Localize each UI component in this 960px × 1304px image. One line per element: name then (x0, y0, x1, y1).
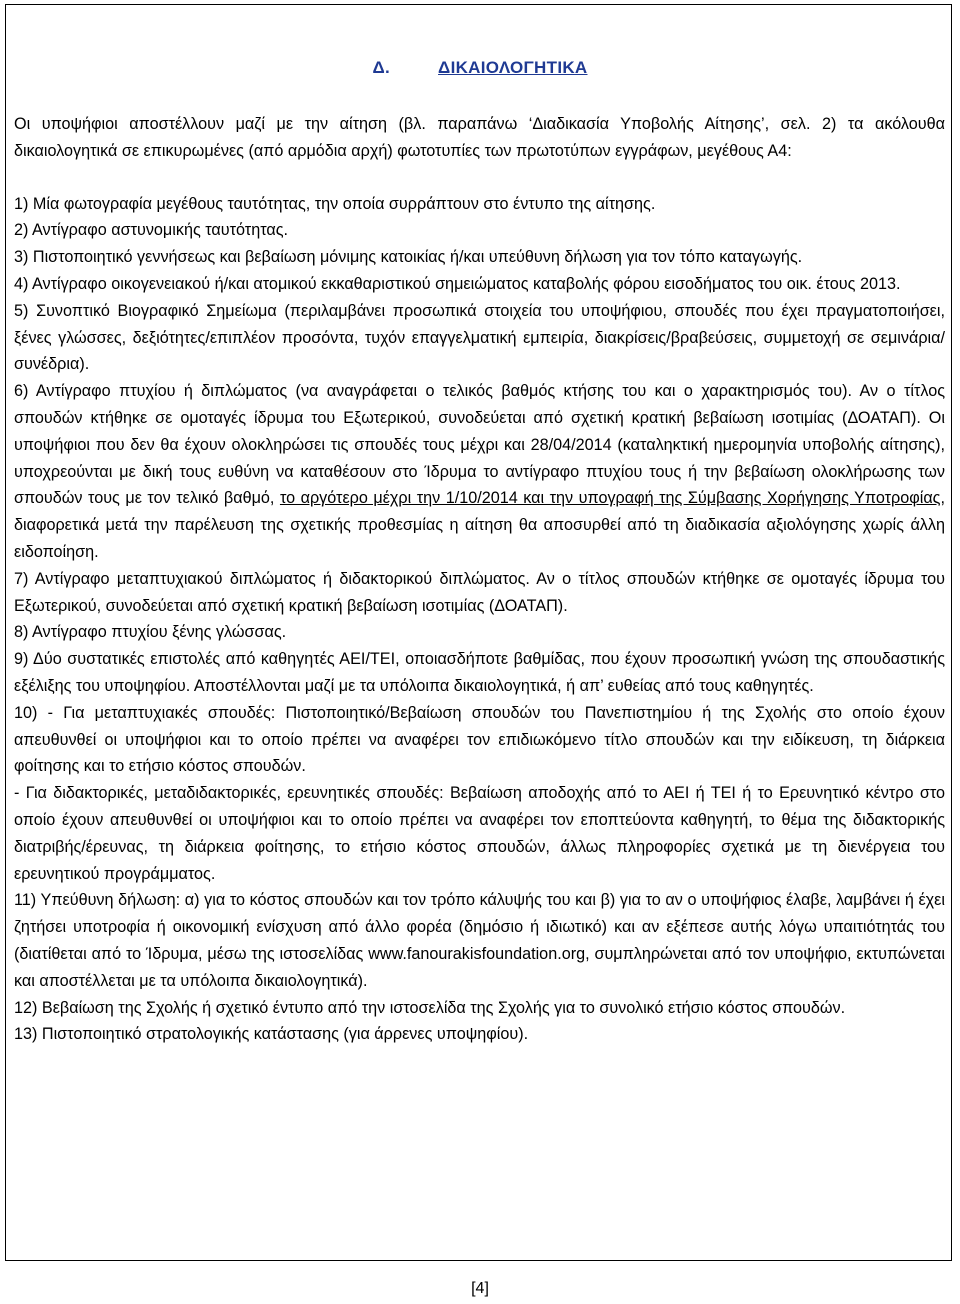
list-item-9: 9) Δύο συστατικές επιστολές από καθηγητές ΑΕΙ/ΤΕΙ, οποιασδήποτε βαθμίδας, που έχουν προσωπική γνώση της σπουδαστικής εξέλιξης του υποψηφίου. Αποστέλλονται μαζί με τα υπόλοιπα δικαιολογητικά, ή απ’ ευθείας από τους καθηγητές. (14, 650, 945, 695)
list-item-10-postgraduate: 10) - Για μεταπτυχιακές σπουδές: Πιστοποιητικό/Βεβαίωση σπουδών του Πανεπιστημίου ή της Σχολής στο οποίο έχουν απευθυνθεί οι υποψήφιοι και το οποίο πρέπει να αναφέρει τον επιδιωκόμενο τίτλο σπουδών και την ειδίκευση, τη διάρκεια φοίτησης και το ετήσιο κόστος σπουδών. (14, 703, 945, 776)
list-item-6-tail: , διαφορετικά μετά την παρέλευση της σχετικής προθεσμίας η αίτηση θα αποσυρθεί από τη διαδικασία αξιολόγησης χωρίς άλλη ειδοποίηση. (14, 489, 945, 561)
list-item-11: 11) Υπεύθυνη δήλωση: α) για το κόστος σπουδών και τον τρόπο κάλυψής του και β) για το αν ο υποψήφιος έλαβε, λαμβάνει ή έχει ζητήσει υποτροφία ή οικονομική ενίσχυση από άλλο φορέα (δημόσιο ή ιδιωτικό) και αν εξέπεσε αυτής λόγω υπαιτιότητάς του (διατίθεται από το Ίδρυμα, μέσω της ιστοσελίδας www.fanourakisfoundation.org, συμπληρώνεται από τον υποψήφιο, εκτυπώνεται και αποστέλλεται με τα υπόλοιπα δικαιολογητικά). (14, 891, 945, 990)
list-item-12: 12) Βεβαίωση της Σχολής ή σχετικό έντυπο από την ιστοσελίδα της Σχολής για το συνολικό ετήσιο κόστος σπουδών. (14, 998, 846, 1017)
list-item-10-doctoral: - Για διδακτορικές, μεταδιδακτορικές, ερευνητικές σπουδές: Βεβαίωση αποδοχής από το ΑΕΙ ή ΤΕΙ ή το Ερευνητικό κέντρο στο οποίο έχουν απευθυνθεί οι υποψήφιοι και το οποίο πρέπει να αναφέρει τον εποπτεύοντα καθηγητή, το θέμα της διδακτορικής διατριβής/έρευνας, τη διάρκεια φοίτησης, το ετήσιο κόστος σπουδών, άλλως πληροφορίες σχετικά με τη διενέργεια του ερευνητικού προγράμματος. (14, 784, 945, 883)
intro-paragraph: Οι υποψήφιοι αποστέλλουν μαζί με την αίτηση (βλ. παραπάνω ‘Διαδικασία Υποβολής Αίτησης’, σελ. 2) τα ακόλουθα δικαιολογητικά σε επικυρωμένες (από αρμόδια αρχή) φωτοτυπίες των πρωτοτύπων εγγράφων, μεγέθους Α4: (14, 115, 945, 160)
list-item-6 (14, 378, 945, 566)
list-item-4: 4) Αντίγραφο οικογενειακού ή/και ατομικού εκκαθαριστικού σημειώματος καταβολής φόρου εισοδήματος του οικ. έτους 2013. (14, 274, 901, 293)
page-number: [4] (471, 1280, 489, 1297)
list-item-3: 3) Πιστοποιητικό γεννήσεως και βεβαίωση μόνιμης κατοικίας ή/και υπεύθυνη δήλωση για τον τόπο καταγωγής. (14, 248, 803, 267)
list-item-7: 7) Αντίγραφο μεταπτυχιακού διπλώματος ή διδακτορικού διπλώματος. Αν ο τίτλος σπουδών κτήθηκε σε ομοταγές ίδρυμα του Εξωτερικού, συνοδεύεται από σχετική κρατική βεβαίωση ισοτιμίας (ΔΟΑΤΑΠ). (14, 569, 945, 615)
list-item-1: 1) Μία φωτογραφία μεγέθους ταυτότητας, την οποία συρράπτουν στο έντυπο της αίτησης. (14, 194, 656, 213)
list-item-5: 5) Συνοπτικό Βιογραφικό Σημείωμα (περιλαμβάνει προσωπικά στοιχεία του υποψήφιου, σπουδές που έχει πραγματοποιήσει, ξένες γλώσσες, δεξιότητες/επιπλέον προσόντα, τυχόν επαγγελματική εμπειρία, διακρίσεις/βραβεύσεις, συμμετοχή σε σεμινάρια/ συνέδρια). (14, 301, 945, 374)
section-heading (0, 58, 960, 78)
section-letter: Δ. (372, 58, 391, 77)
document-body (14, 111, 945, 1048)
list-item-6-text: 6) Αντίγραφο πτυχίου ή διπλώματος (να αναγράφεται ο τελικός βαθμός κτήσης του και ο χαρακτηρισμός του). Αν ο τίτλος σπουδών κτήθηκε σε ομοταγές ίδρυμα του Εξωτερικού, συνοδεύεται από σχετική κρατική βεβαίωση ισοτιμίας (ΔΟΑΤΑΠ). Οι υποψήφιοι που δεν θα έχουν ολοκληρώσει τις σπουδές τους μέχρι και 28/04/2014 (καταληκτική ημερομηνία υποβολής αίτησης), υποχρεούνται με δική τους ευθύνη να καταθέσουν στο Ίδρυμα το αντίγραφο πτυχίου τους ή την βεβαίωση ολοκλήρωσης των σπουδών τους με τον τελικό βαθμό, (14, 382, 945, 508)
list-item-13: 13) Πιστοποιητικό στρατολογικής κατάστασης (για άρρενες υποψηφίου). (14, 1025, 529, 1044)
list-item-8: 8) Αντίγραφο πτυχίου ξένης γλώσσας. (14, 623, 287, 642)
list-item-2: 2) Αντίγραφο αστυνομικής ταυτότητας. (14, 221, 289, 240)
section-title: ΔΙΚΑΙΟΛΟΓΗΤΙΚΑ (438, 58, 588, 77)
deadline-underlined-text: το αργότερο μέχρι την 1/10/2014 και την υπογραφή της Σύμβασης Χορήγησης Υποτροφίας (279, 489, 941, 508)
